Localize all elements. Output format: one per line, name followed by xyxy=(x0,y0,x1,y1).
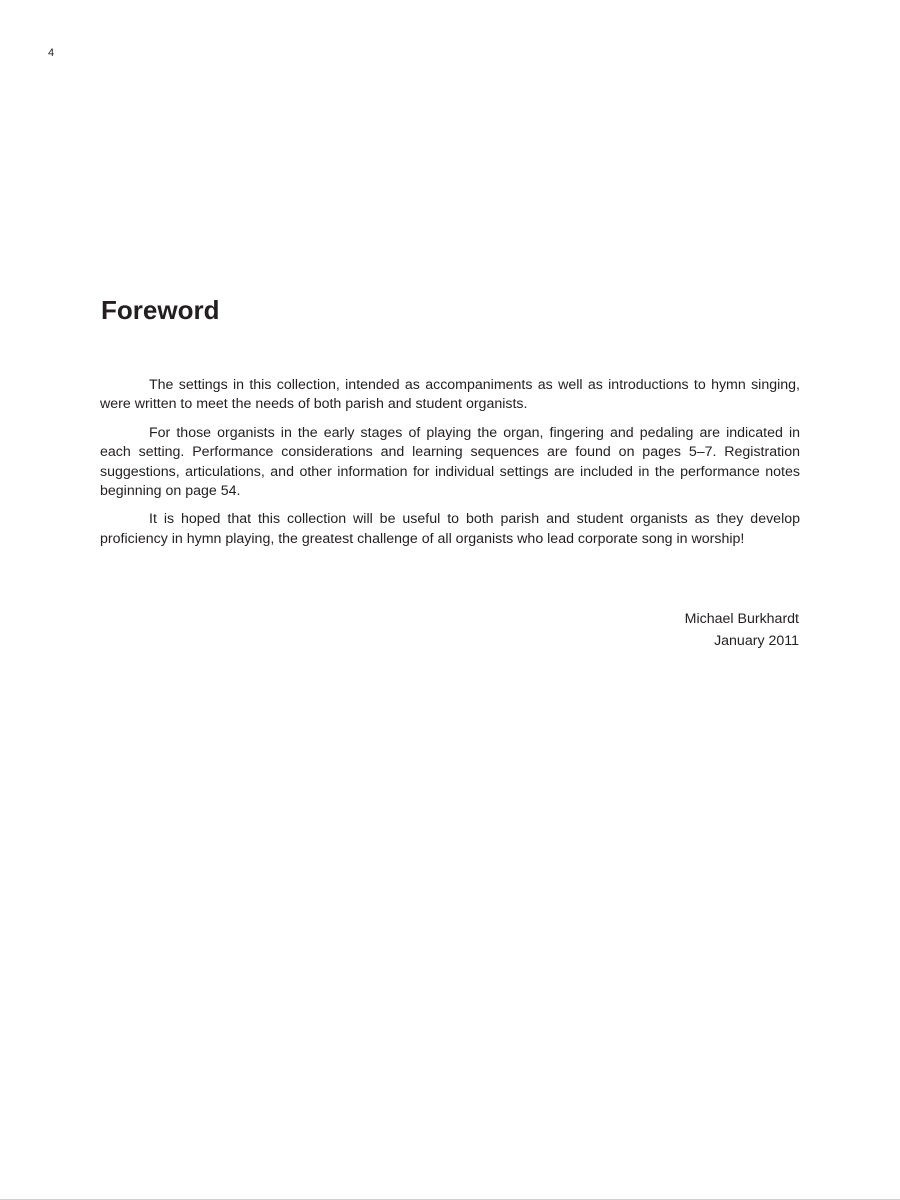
date-line: January 2011 xyxy=(714,633,799,649)
author-name: Michael Burkhardt xyxy=(684,611,799,627)
page-number: 4 xyxy=(48,47,55,59)
paragraph-intro: The settings in this collection, intended as accompaniments as well as introductions to hymn singing, were written to meet the needs of both parish and student organists. xyxy=(100,377,800,413)
paragraph-fingering: For those organists in the early stages of playing the organ, fingering and pedaling are indicated in each setting. Performance considerations and learning sequences are found on pages 5–7. Registration suggestions, articulations, and other information for individual settings are included in the performance notes beginning on page 54. xyxy=(100,424,800,500)
paragraph-hope: It is hoped that this collection will be useful to both parish and student organists as they develop proficiency in hymn playing, the greatest challenge of all organists who lead corporate song in worship! xyxy=(100,511,800,547)
page-title: Foreword xyxy=(101,295,220,325)
signature-block xyxy=(685,608,799,652)
foreword-body xyxy=(100,376,800,558)
